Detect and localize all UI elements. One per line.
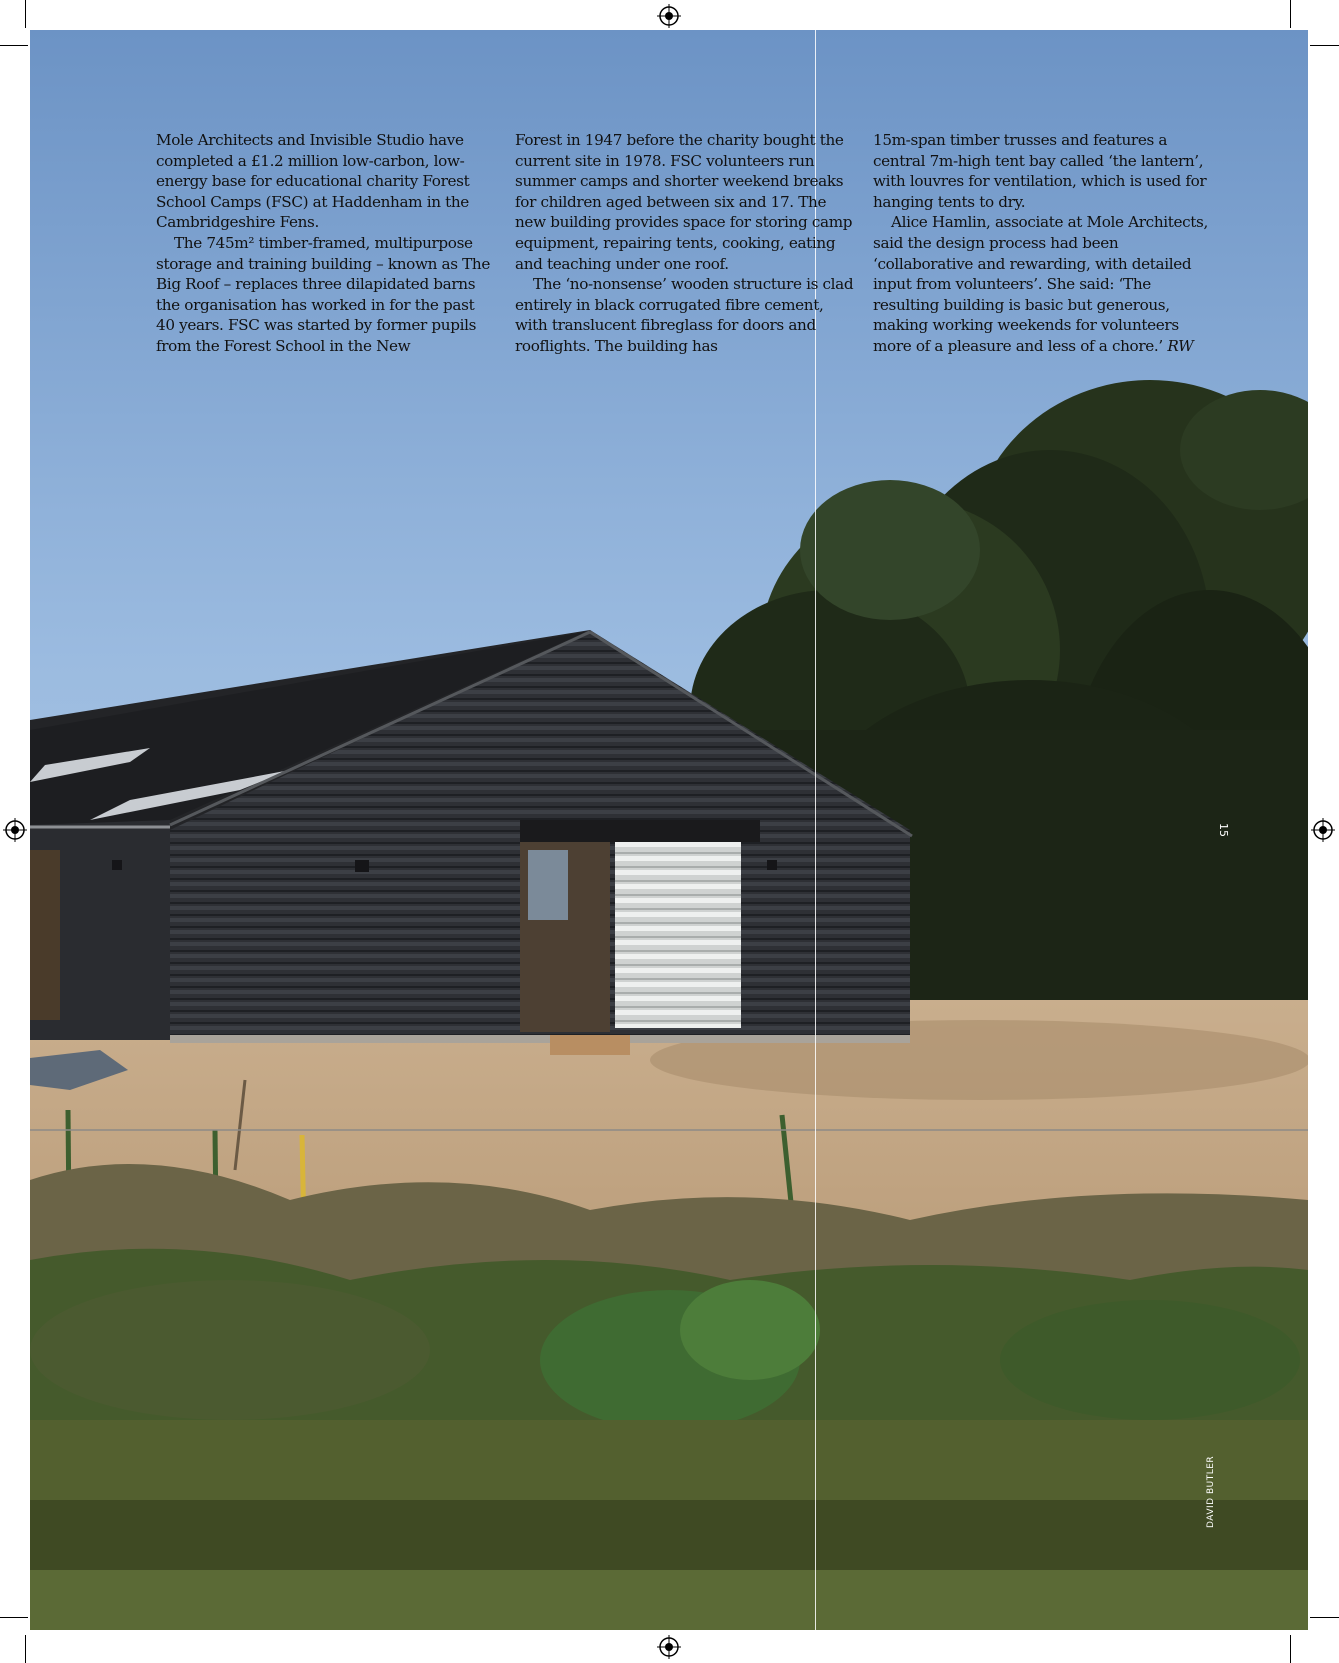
registration-mark-icon xyxy=(657,1635,681,1659)
paragraph-with-byline xyxy=(873,212,1218,356)
crop-mark xyxy=(1290,0,1291,28)
page-number: 15 xyxy=(1217,823,1230,837)
crop-mark xyxy=(0,1617,28,1618)
crop-mark xyxy=(1290,1635,1291,1663)
text-column-3 xyxy=(873,130,1218,357)
paragraph: The 745m² timber-framed, multipurpose storage and training building – known as The Big Roof – replaces three dilapidated barns the organisation has worked in for the past 40 years. FSC was started by former pupils from the Forest School in the New xyxy=(156,233,490,355)
registration-mark-icon xyxy=(3,818,27,842)
crop-mark xyxy=(0,45,28,46)
text-column-1 xyxy=(156,130,496,357)
author-initials: RW xyxy=(1167,336,1194,355)
crop-mark xyxy=(1310,45,1339,46)
crop-mark xyxy=(1310,1617,1339,1618)
paragraph: 15m-span timber trusses and features a central 7m-high tent bay called ‘the lantern’, with louvres for ventilation, which is used for hanging tents to dry. xyxy=(873,131,1207,211)
text-column-2 xyxy=(515,130,860,357)
paragraph-text: Alice Hamlin, associate at Mole Architects, said the design process had been ‘collaborative and rewarding, with detailed input from volunteers’. She said: ‘The resulting building is basic but generous, making working weekends for volunteers more of a pleasure and less of a chore.’ xyxy=(873,213,1208,355)
registration-mark-icon xyxy=(1311,818,1335,842)
paragraph: The ‘no-nonsense’ wooden structure is clad entirely in black corrugated fibre cement, with translucent fibreglass for doors and rooflights. The building has xyxy=(515,275,854,355)
hedgerow xyxy=(30,1164,1308,1450)
registration-mark-icon xyxy=(657,4,681,28)
paragraph: Mole Architects and Invisible Studio have completed a £1.2 million low-carbon, low-energy base for educational charity Forest School Camps (FSC) at Haddenham in the Cambridgeshire Fens. xyxy=(156,131,470,232)
photo-credit: DAVID BUTLER xyxy=(1206,1455,1216,1528)
crop-mark xyxy=(25,1635,26,1663)
paragraph: Forest in 1947 before the charity bought the current site in 1978. FSC volunteers run summer camps and shorter weekend breaks for children aged between six and 17. The new building provides space for storing camp equipment, repairing tents, cooking, eating and teaching under one roof. xyxy=(515,131,853,273)
crop-mark xyxy=(25,0,26,28)
